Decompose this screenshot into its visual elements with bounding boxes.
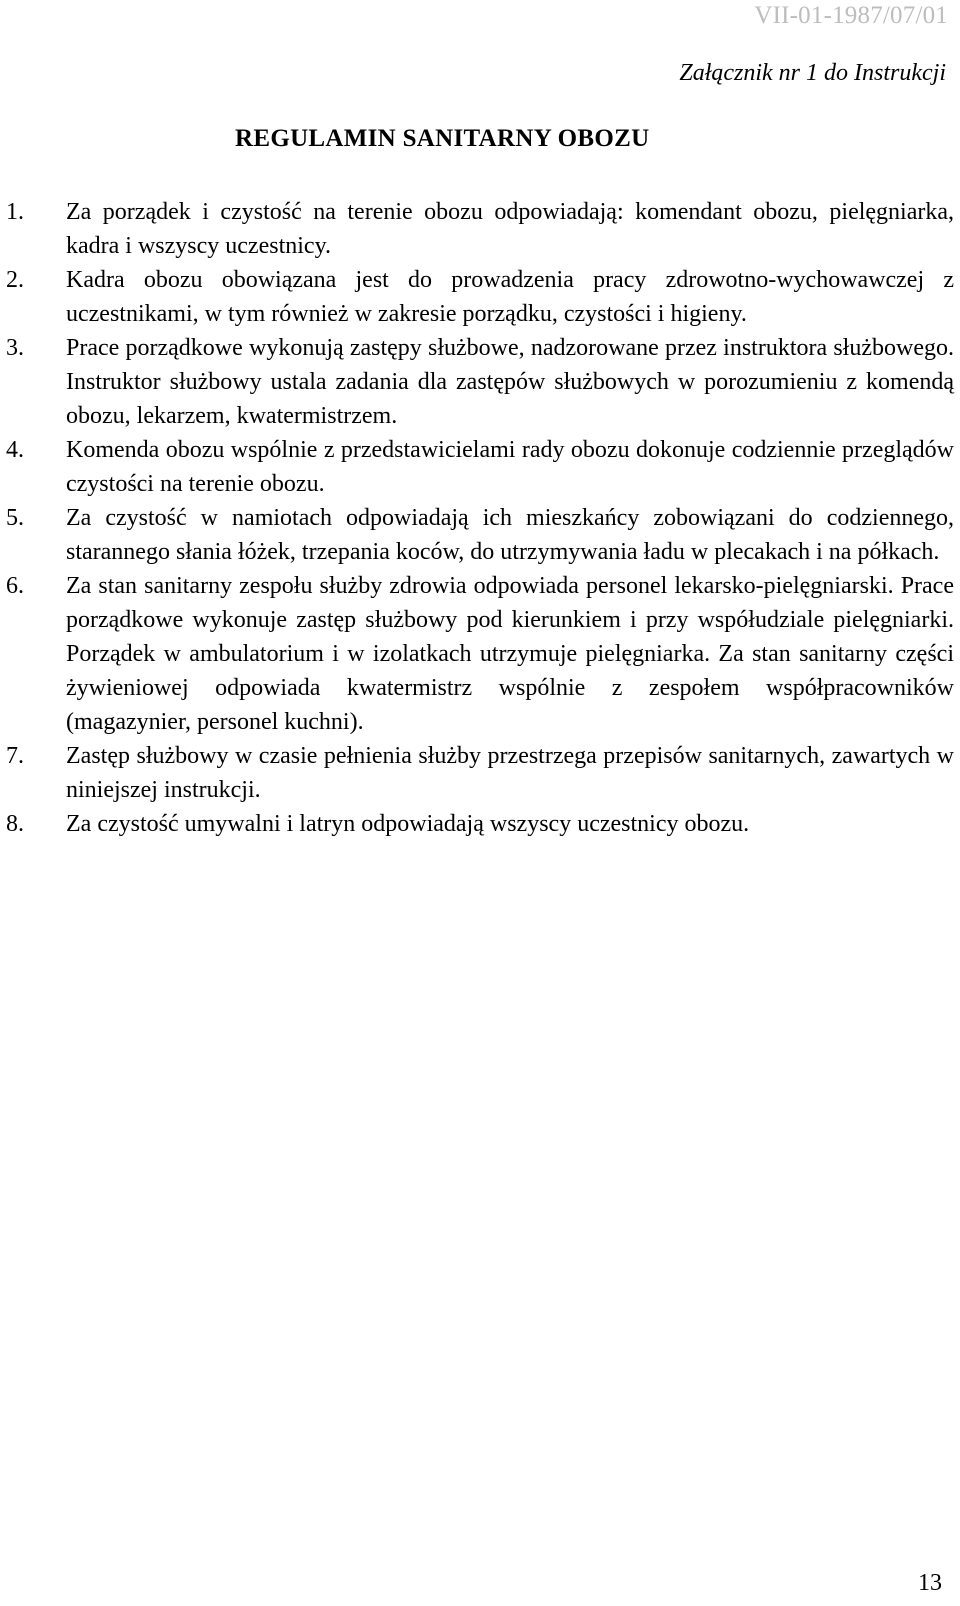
rule-text: Prace porządkowe wykonują zastępy służbowe, nadzorowane przez instruktora służbowego. Instruktor służbowy ustala zadania dla zastępów służbowych w porozumieniu z komendą obozu, lekarzem, kwatermistrzem. — [66, 335, 954, 429]
rule-text: Kadra obozu obowiązana jest do prowadzenia pracy zdrowotno-wychowawczej z uczestnikami, w tym również w zakresie porządku, czystości i higieny. — [66, 267, 954, 327]
rule-number: 7. — [6, 743, 24, 769]
rule-text: Za stan sanitarny zespołu służby zdrowia odpowiada personel lekarsko-pielęgniarski. Prace porządkowe wykonuje zastęp służbowy pod kierunkiem i przy współudziale pielęgniarki. Porządek w ambulatorium i w izolatkach utrzymuje pielęgniarka. Za stan sanitarny części żywieniowej odpowiada kwatermistrz wspólnie z zespołem współpracowników (magazynier, personel kuchni). — [66, 573, 954, 735]
rule-number: 5. — [6, 505, 24, 531]
document-code: VII-01-1987/07/01 — [754, 2, 948, 29]
rule-item-1 — [0, 195, 954, 263]
rule-item-7 — [0, 739, 954, 807]
rule-item-4 — [0, 433, 954, 501]
rule-item-6 — [0, 569, 954, 739]
rule-item-3 — [0, 331, 954, 433]
annex-label: Załącznik nr 1 do Instrukcji — [679, 60, 946, 86]
rule-item-8 — [0, 807, 954, 841]
rule-number: 2. — [6, 267, 24, 293]
rule-text: Zastęp służbowy w czasie pełnienia służby przestrzega przepisów sanitarnych, zawartych w niniejszej instrukcji. — [66, 743, 954, 803]
rule-text: Za czystość w namiotach odpowiadają ich mieszkańcy zobowiązani do codziennego, starannego słania łóżek, trzepania koców, do utrzymywania ładu w plecakach i na półkach. — [66, 505, 954, 565]
rule-number: 3. — [6, 335, 24, 361]
rule-number: 4. — [6, 437, 24, 463]
rule-text: Za czystość umywalni i latryn odpowiadają wszyscy uczestnicy obozu. — [66, 811, 750, 837]
rule-text: Za porządek i czystość na terenie obozu odpowiadają: komendant obozu, pielęgniarka, kadra i wszyscy uczestnicy. — [66, 199, 954, 259]
document-title: REGULAMIN SANITARNY OBOZU — [235, 125, 650, 152]
rule-number: 6. — [6, 573, 24, 599]
rule-number: 1. — [6, 199, 24, 225]
rule-number: 8. — [6, 811, 24, 837]
rule-text: Komenda obozu wspólnie z przedstawicielami rady obozu dokonuje codziennie przeglądów czystości na terenie obozu. — [66, 437, 954, 497]
page-number: 13 — [918, 1570, 942, 1596]
rule-item-2 — [0, 263, 954, 331]
rules-list — [0, 195, 954, 841]
rule-item-5 — [0, 501, 954, 569]
